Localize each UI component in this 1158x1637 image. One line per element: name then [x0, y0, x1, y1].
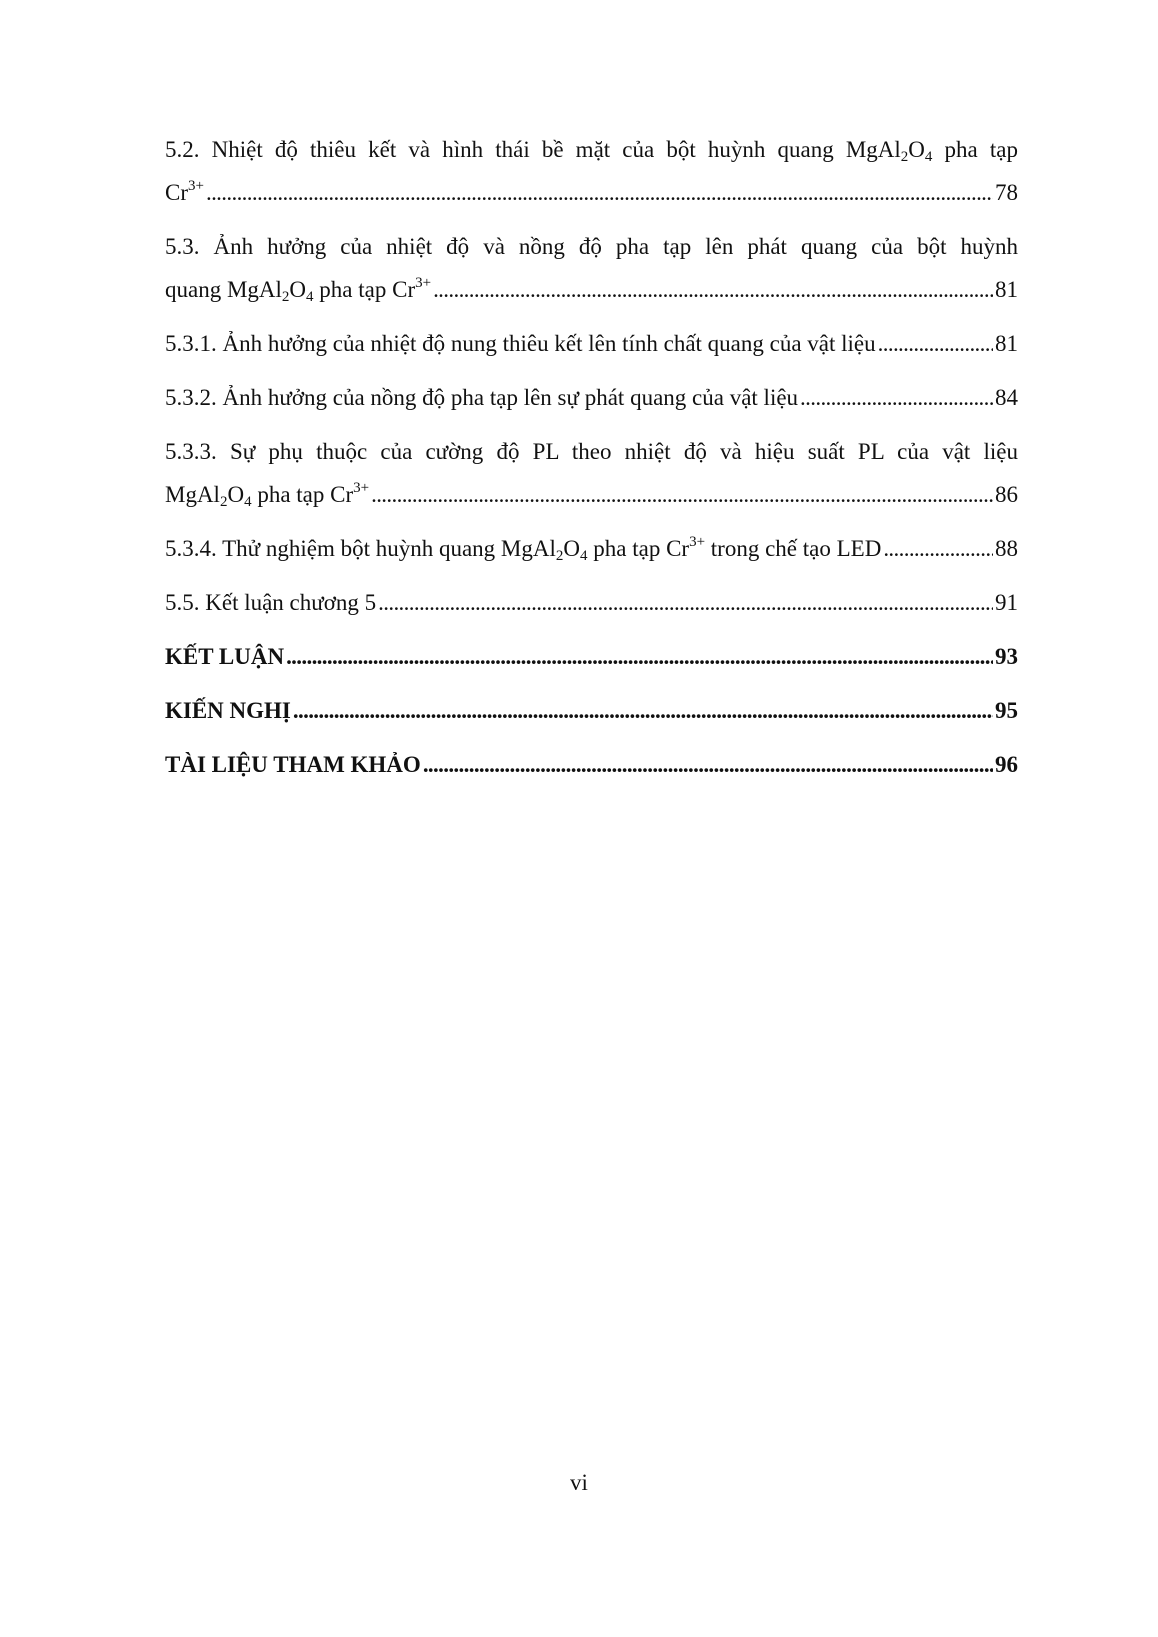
toc-entry-5-3-1[interactable]: [165, 322, 1018, 365]
toc-entry-title: TÀI LIỆU THAM KHẢO: [165, 752, 421, 777]
toc-entry-title-cont: $MgAl_2O_4$ pha tạp $Cr^{3+}$: [165, 480, 370, 510]
dot-leader: [883, 527, 993, 570]
toc-entry-title: KẾT LUẬN: [165, 644, 285, 669]
toc-entry-title: KIẾN NGHỊ: [165, 698, 291, 723]
dot-leader: [286, 635, 993, 678]
table-of-contents: [165, 128, 1018, 797]
toc-page-number: 95: [995, 698, 1018, 723]
toc-page-number: 81: [995, 331, 1018, 356]
toc-page-number: 81: [995, 277, 1018, 302]
dot-leader: [378, 581, 993, 624]
toc-entry-title: 5.5. Kết luận chương 5: [165, 590, 377, 615]
dot-leader: [800, 376, 993, 419]
page-number-footer: vi: [570, 1470, 588, 1495]
toc-entry-5-2[interactable]: [165, 128, 1018, 214]
toc-entry-title-cont: $Cr^{3+}$: [165, 178, 204, 205]
toc-entry-title: 5.2. Nhiệt độ thiêu kết và hình thái bề mặt của bột huỳnh quang $MgAl_2O_4$ pha tạp: [165, 137, 1018, 165]
dot-leader: [423, 743, 993, 786]
toc-page-number: 84: [995, 385, 1018, 410]
toc-page-number: 96: [995, 752, 1018, 777]
toc-entry-title: 5.3.3. Sự phụ thuộc của cường độ PL theo nhiệt độ và hiệu suất PL của vật liệu: [165, 439, 1018, 464]
toc-entry-5-3[interactable]: [165, 225, 1018, 311]
toc-entry-title: 5.3.2. Ảnh hưởng của nồng độ pha tạp lên sự phát quang của vật liệu: [165, 385, 799, 410]
toc-entry-tai-lieu-tham-khao[interactable]: [165, 743, 1018, 786]
toc-page-number: 78: [995, 180, 1018, 205]
dot-leader: [433, 268, 993, 311]
dot-leader: [293, 689, 993, 732]
toc-page-number: 86: [995, 482, 1018, 507]
toc-entry-title: 5.3.1. Ảnh hưởng của nhiệt độ nung thiêu kết lên tính chất quang của vật liệu: [165, 331, 876, 356]
toc-entry-5-3-4[interactable]: [165, 527, 1018, 570]
toc-entry-title: 5.3. Ảnh hưởng của nhiệt độ và nồng độ pha tạp lên phát quang của bột huỳnh: [165, 234, 1018, 259]
toc-entry-title: 5.3.4. Thử nghiệm bột huỳnh quang $MgAl_2O_4$ pha tạp $Cr^{3+}$ trong chế tạo LED: [165, 534, 882, 564]
toc-entry-title-cont: quang $MgAl_2O_4$ pha tạp $Cr^{3+}$: [165, 275, 432, 305]
toc-entry-ket-luan[interactable]: [165, 635, 1018, 678]
dot-leader: [371, 473, 993, 516]
toc-entry-5-5[interactable]: [165, 581, 1018, 624]
toc-page-number: 88: [995, 536, 1018, 561]
toc-entry-5-3-2[interactable]: [165, 376, 1018, 419]
dot-leader: [878, 322, 993, 365]
toc-entry-5-3-3[interactable]: [165, 430, 1018, 516]
dot-leader: [206, 171, 993, 214]
toc-page-number: 93: [995, 644, 1018, 669]
toc-entry-kien-nghi[interactable]: [165, 689, 1018, 732]
toc-page-number: 91: [995, 590, 1018, 615]
